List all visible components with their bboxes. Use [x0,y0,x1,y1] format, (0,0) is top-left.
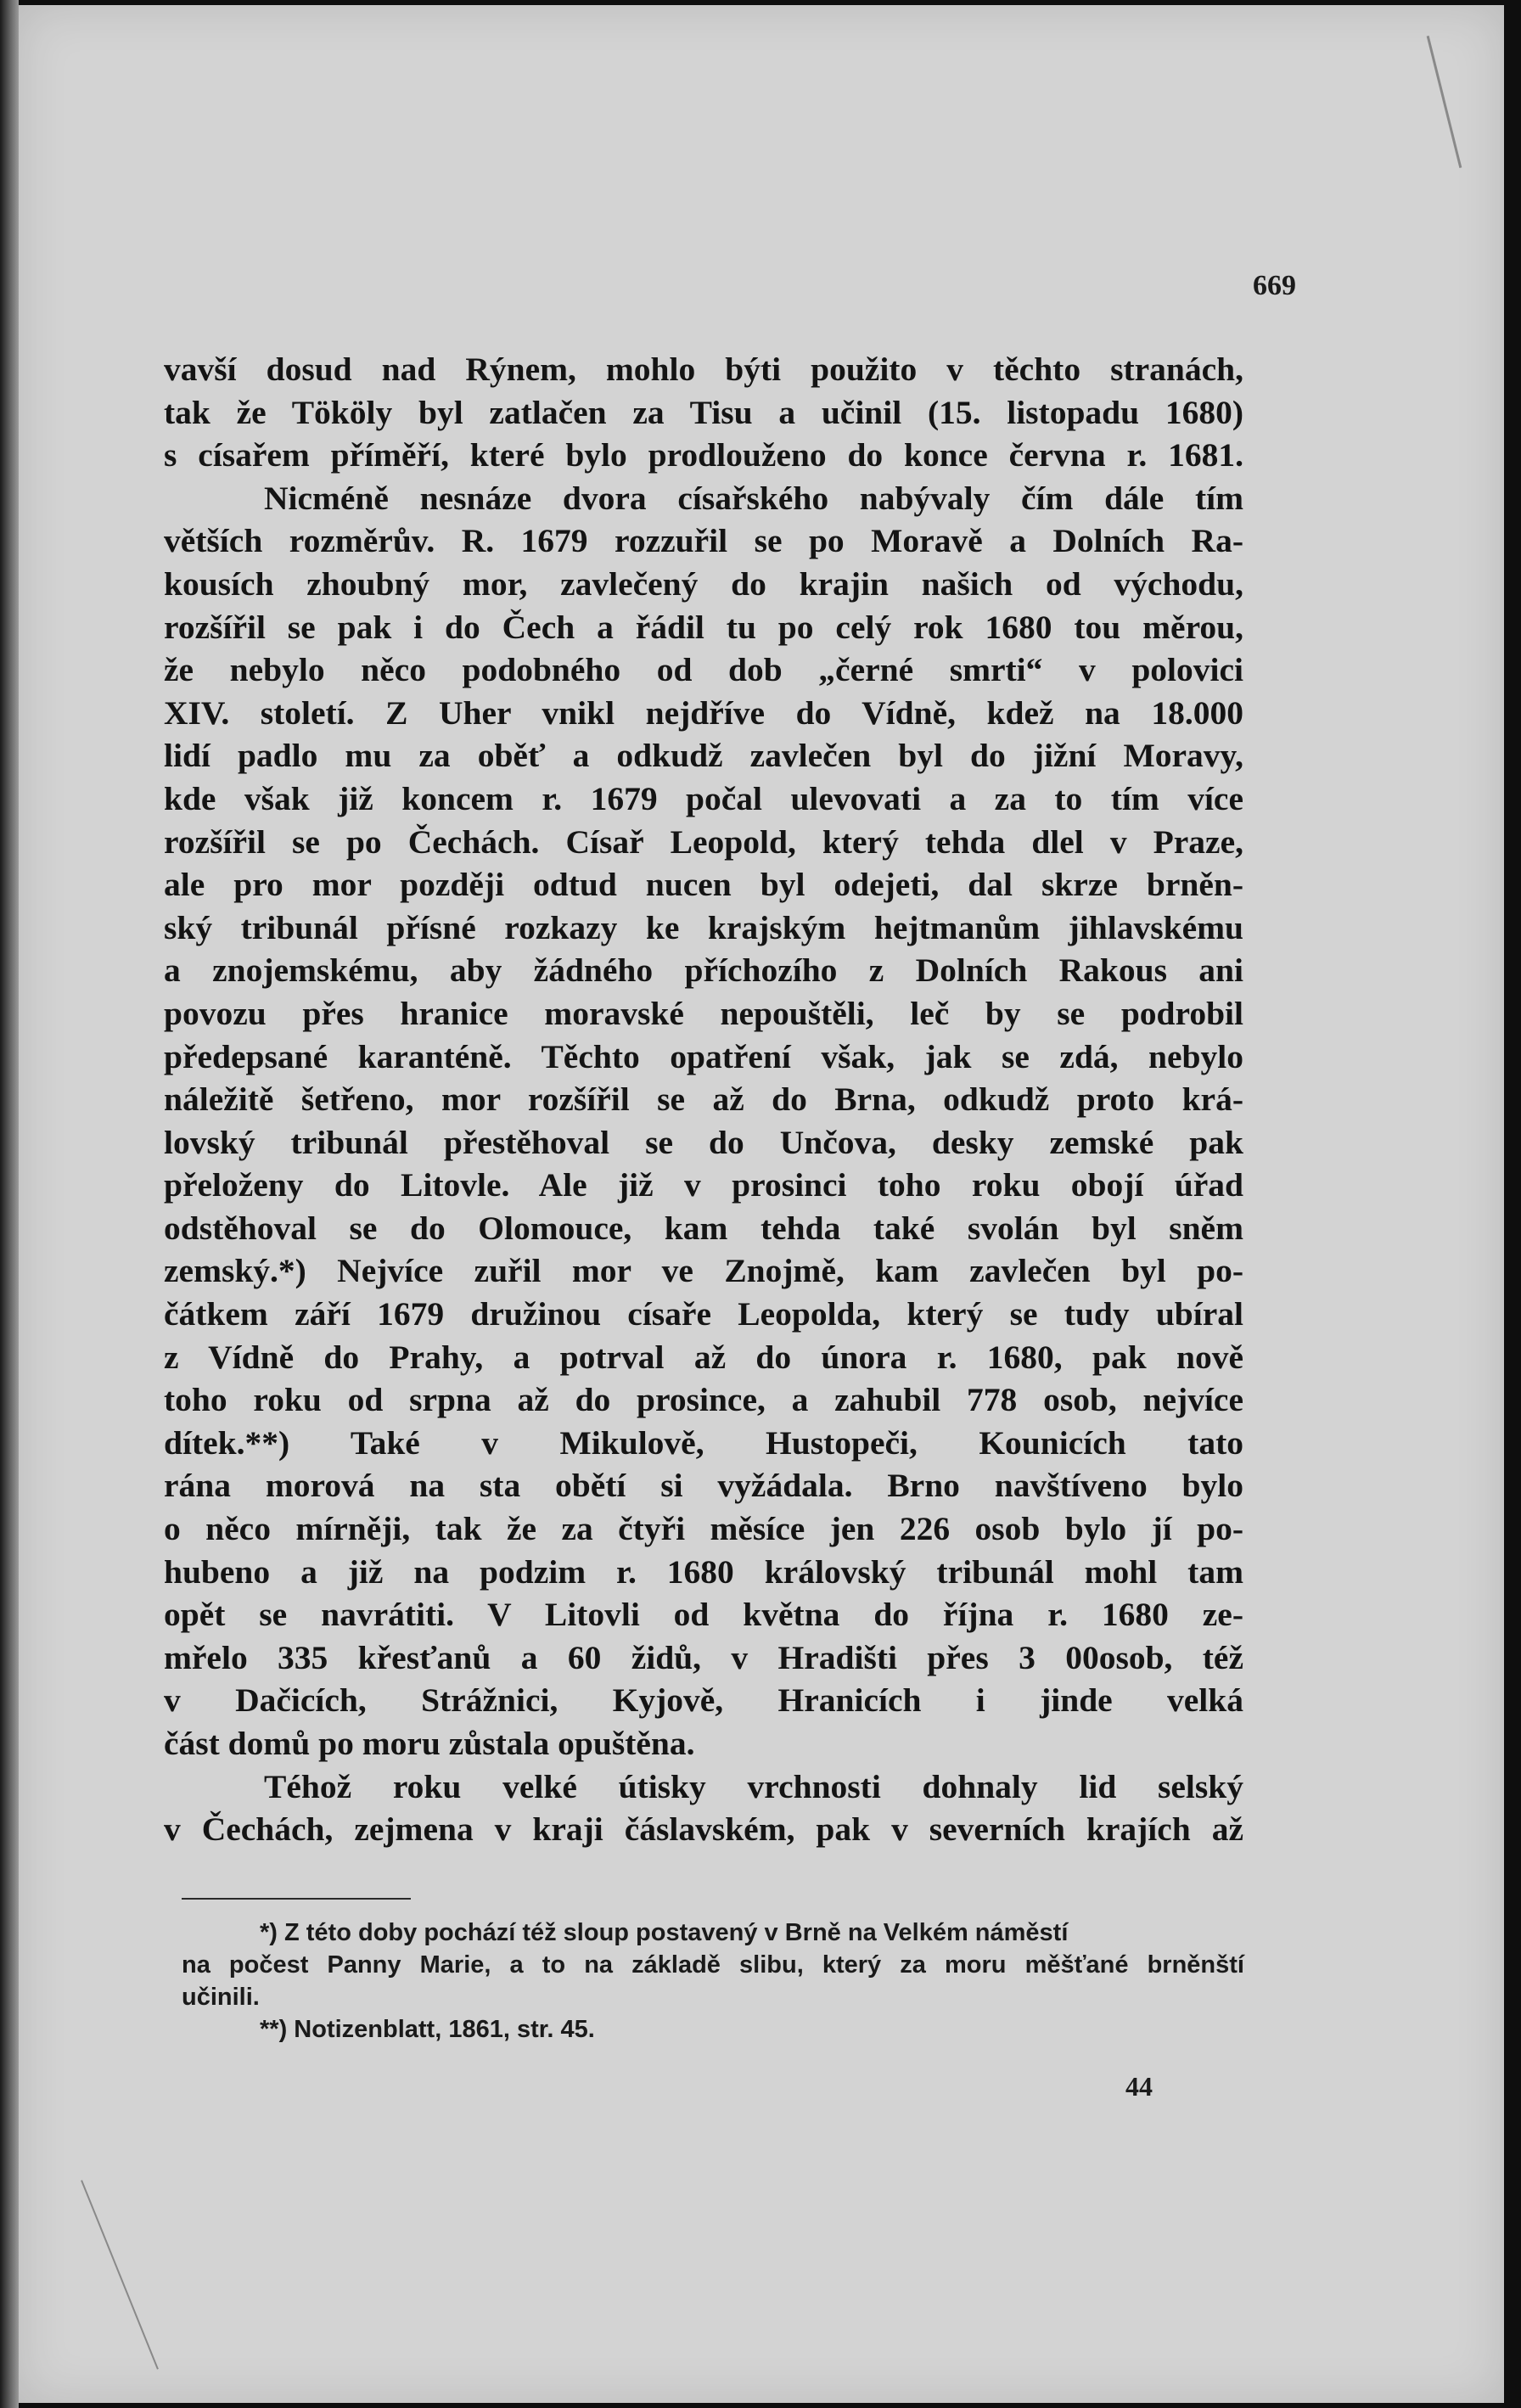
text-line: vavší dosud nad Rýnem, mohlo býti použito v těchto stranách, [164,351,1243,388]
text-line: v Dačicích, Strážnici, Kyjově, Hranicích i jinde velká [164,1681,1243,1720]
text-line: Nicméně nesnáze dvora císařského nabývaly čím dále tím [264,479,1243,517]
text-line: odstěhoval se do Olomouce, kam tehda také svolán byl sněm [164,1209,1243,1247]
text-line: opět se navrátiti. V Litovli od května do října r. 1680 ze- [164,1596,1243,1634]
text-line: dítek.**) Také v Mikulově, Hustopeči, Kounicích tato [164,1423,1243,1462]
text-line: s císařem příměří, které bylo prodlouženo do konce června r. 1681. [164,436,1243,474]
body-text [164,348,1243,1851]
text-line: tak že Tököly byl zatlačen za Tisu a učinil (15. listopadu 1680) [164,393,1243,431]
text-line: a znojemskému, aby žádného příchozího z Dolních Rakous ani [164,951,1243,990]
text-line: mřelo 335 křesťanů a 60 židů, v Hradišti přes 3 00osob, též [164,1638,1243,1676]
text-line: čátkem září 1679 družinou císaře Leopolda, který se tudy ubíral [164,1295,1243,1333]
text-line: hubeno a již na podzim r. 1680 královský tribunál mohl tam [164,1552,1243,1591]
book-left-edge [0,0,19,2408]
text-line: část domů po moru zůstala opuštěna. [164,1725,695,1762]
text-line: přeloženy do Litovle. Ale již v prosinci toho roku obojí úřad [164,1166,1243,1204]
page-number: 669 [1253,270,1296,301]
text-line: že nebylo něco podobného od dob „černé smrti“ v polovici [164,651,1243,689]
text-line: rozšířil se pak i do Čech a řádil tu po celý rok 1680 tou měrou, [164,608,1243,646]
footnote-line: učinili. [182,1984,260,2011]
text-line: lidí padlo mu za oběť a odkudž zavlečen byl do jižní Moravy, [164,737,1243,775]
text-line: Téhož roku velké útisky vrchnosti dohnaly lid selský [264,1767,1243,1805]
printer-signature: 44 [1125,2071,1153,2102]
text-line: povozu přes hranice moravské nepouštěli, leč by se podrobil [164,994,1243,1032]
text-line: toho roku od srpna až do prosince, a zahubil 778 osob, nejvíce [164,1381,1243,1419]
footnotes [182,1917,1244,2046]
text-line: ský tribunál přísné rozkazy ke krajským hejtmanům jihlavskému [164,908,1243,946]
text-line: o něco mírněji, tak že za čtyři měsíce jen 226 osob bylo jí po- [164,1510,1243,1548]
text-line: v Čechách, zejmena v kraji čáslavském, pak v severních krajích až [164,1810,1243,1849]
footnote-line: na počest Panny Marie, a to na základě slibu, který za moru měšťané brněnští [182,1951,1244,1979]
text-line: z Vídně do Prahy, a potrval až do února r. 1680, pak nově [164,1338,1243,1376]
text-line: kousích zhoubný mor, zavlečený do krajin našich od východu, [164,564,1243,603]
text-line: ale pro mor později odtud nucen byl odejeti, dal skrze brněn- [164,866,1243,904]
footnote-line: *) Z této doby pochází též sloup postavený v Brně na Velkém náměstí [260,1919,1069,1946]
text-line: rána morová na sta obětí si vyžádala. Brno navštíveno bylo [164,1467,1243,1505]
text-line: kde však již koncem r. 1679 počal ulevovati a za to tím více [164,779,1243,817]
text-line: XIV. století. Z Uher vnikl nejdříve do Vídně, kdež na 18.000 [164,693,1243,732]
text-line: předepsané karanténě. Těchto opatření však, jak se zdá, nebylo [164,1037,1243,1075]
footnote-line: **) Notizenblatt, 1861, str. 45. [260,2016,595,2043]
text-line: lovský tribunál přestěhoval se do Unčova, desky zemské pak [164,1123,1243,1161]
text-line: větších rozměrův. R. 1679 rozzuřil se po Moravě a Dolních Ra- [164,522,1243,560]
text-line: náležitě šetřeno, mor rozšířil se až do Brna, odkudž proto krá- [164,1081,1243,1119]
text-line: rozšířil se po Čechách. Císař Leopold, který tehda dlel v Praze, [164,822,1243,861]
footnote-divider [182,1898,411,1900]
text-line: zemský.*) Nejvíce zuřil mor ve Znojmě, kam zavlečen byl po- [164,1252,1243,1290]
